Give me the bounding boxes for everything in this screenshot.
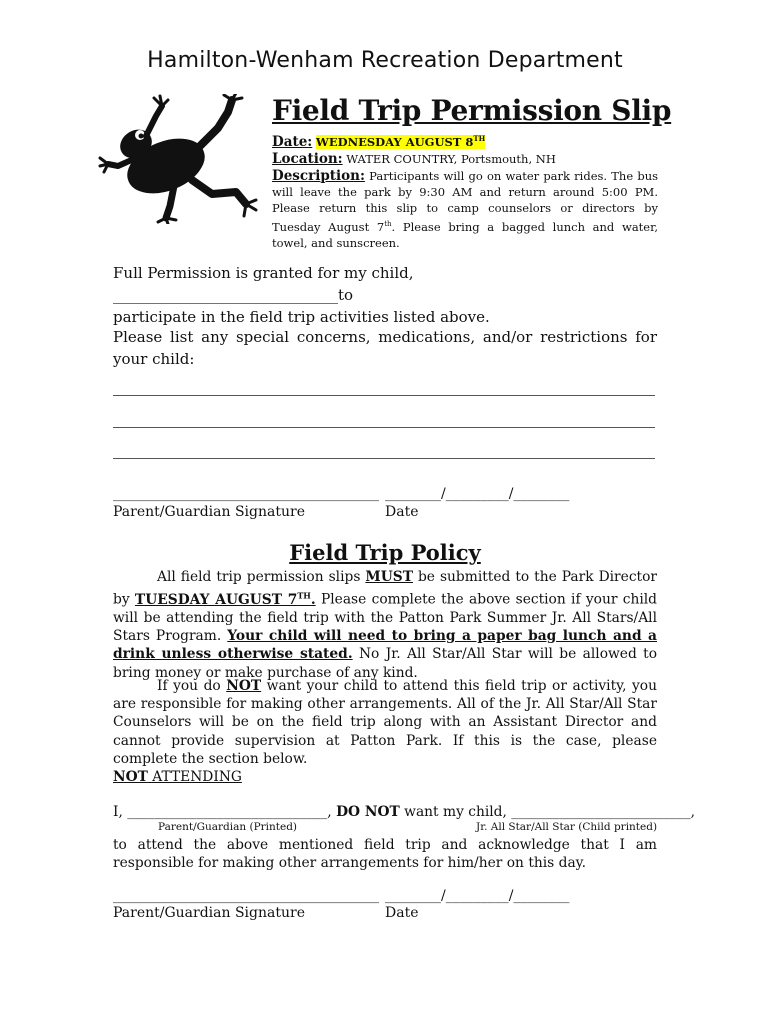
signature-blank[interactable]: ______________________________________ bbox=[113, 486, 379, 502]
not-attending-line[interactable]: I, _____________________________, DO NOT want my child, __________________________, bbox=[113, 804, 696, 820]
description-label: Description: bbox=[272, 168, 365, 184]
description-tail: . Please bring a bagged lunch and water, towel, and sunscreen. bbox=[272, 219, 658, 250]
department-name: Hamilton-Wenham Recreation Department bbox=[147, 48, 623, 73]
not-attending-text: to attend the above mentioned field trip and acknowledge that I am responsible for making other arrangements for him/her on this day. bbox=[113, 837, 657, 872]
signature-label: Parent/Guardian Signature bbox=[113, 504, 305, 520]
date-blank[interactable]: ________/_________/________ bbox=[385, 486, 570, 502]
date-label: Date: bbox=[272, 133, 313, 150]
location-value: WATER COUNTRY, Portsmouth, NH bbox=[346, 152, 556, 166]
date-value: WEDNESDAY AUGUST 8TH bbox=[315, 134, 486, 149]
not-attending-heading: NOT ATTENDING bbox=[113, 769, 242, 785]
permission-line-1: Full Permission is granted for my child, ______________________________to bbox=[113, 264, 414, 304]
policy-paragraph-1: All field trip permission slips MUST be submitted to the Park Director by TUESDAY AUGUST 7TH. Please complete the above section if your child will be attending the field trip with the Patton Park Summer Jr. All Stars/All Stars Program. Your child will need to bring a paper bag lunch and a drink unless otherwise stated. No Jr. All Star/All Star will be allowed to bring money or make purchase of any kind. bbox=[113, 569, 657, 681]
location-label: Location: bbox=[272, 151, 343, 167]
date-field-label-2: Date bbox=[385, 905, 419, 921]
permission-line-2: participate in the field trip activities listed above. bbox=[113, 308, 490, 326]
location-row bbox=[272, 151, 658, 167]
concerns-line-1[interactable] bbox=[113, 395, 655, 396]
caption-parent-printed: Parent/Guardian (Printed) bbox=[158, 821, 298, 833]
policy-title: Field Trip Policy bbox=[289, 540, 481, 565]
signature-blank-2[interactable]: ______________________________________ bbox=[113, 888, 379, 904]
concerns-line-2[interactable] bbox=[113, 427, 655, 428]
date-blank-2[interactable]: ________/_________/________ bbox=[385, 888, 570, 904]
frog-logo-icon bbox=[96, 94, 266, 224]
concerns-line-3[interactable] bbox=[113, 458, 655, 459]
caption-child-printed: Jr. All Star/All Star (Child printed) bbox=[476, 821, 658, 833]
description-value: Participants will go on water park rides. The bus will leave the park by 9:30 AM and return around 5:00 PM. Please return this slip to camp counselors or directors by Tuesday August 7 bbox=[272, 169, 659, 234]
description-row bbox=[272, 168, 658, 251]
date-field-label: Date bbox=[385, 504, 419, 520]
date-row bbox=[272, 131, 658, 150]
permission-text bbox=[113, 262, 657, 328]
description-sup: th bbox=[384, 220, 392, 228]
slip-title: Field Trip Permission Slip bbox=[272, 94, 672, 127]
policy-paragraph-2: If you do NOT want your child to attend this field trip or activity, you are responsible for making other arrangements. All of the Jr. All Star/All Star Counselors will be on the field trip along with an Assistant Director and cannot provide supervision at Patton Park. If this is the case, please complete the section below. bbox=[113, 678, 657, 767]
signature-label-2: Parent/Guardian Signature bbox=[113, 905, 305, 921]
concerns-prompt: Please list any special concerns, medications, and/or restrictions for your child: bbox=[113, 328, 657, 368]
